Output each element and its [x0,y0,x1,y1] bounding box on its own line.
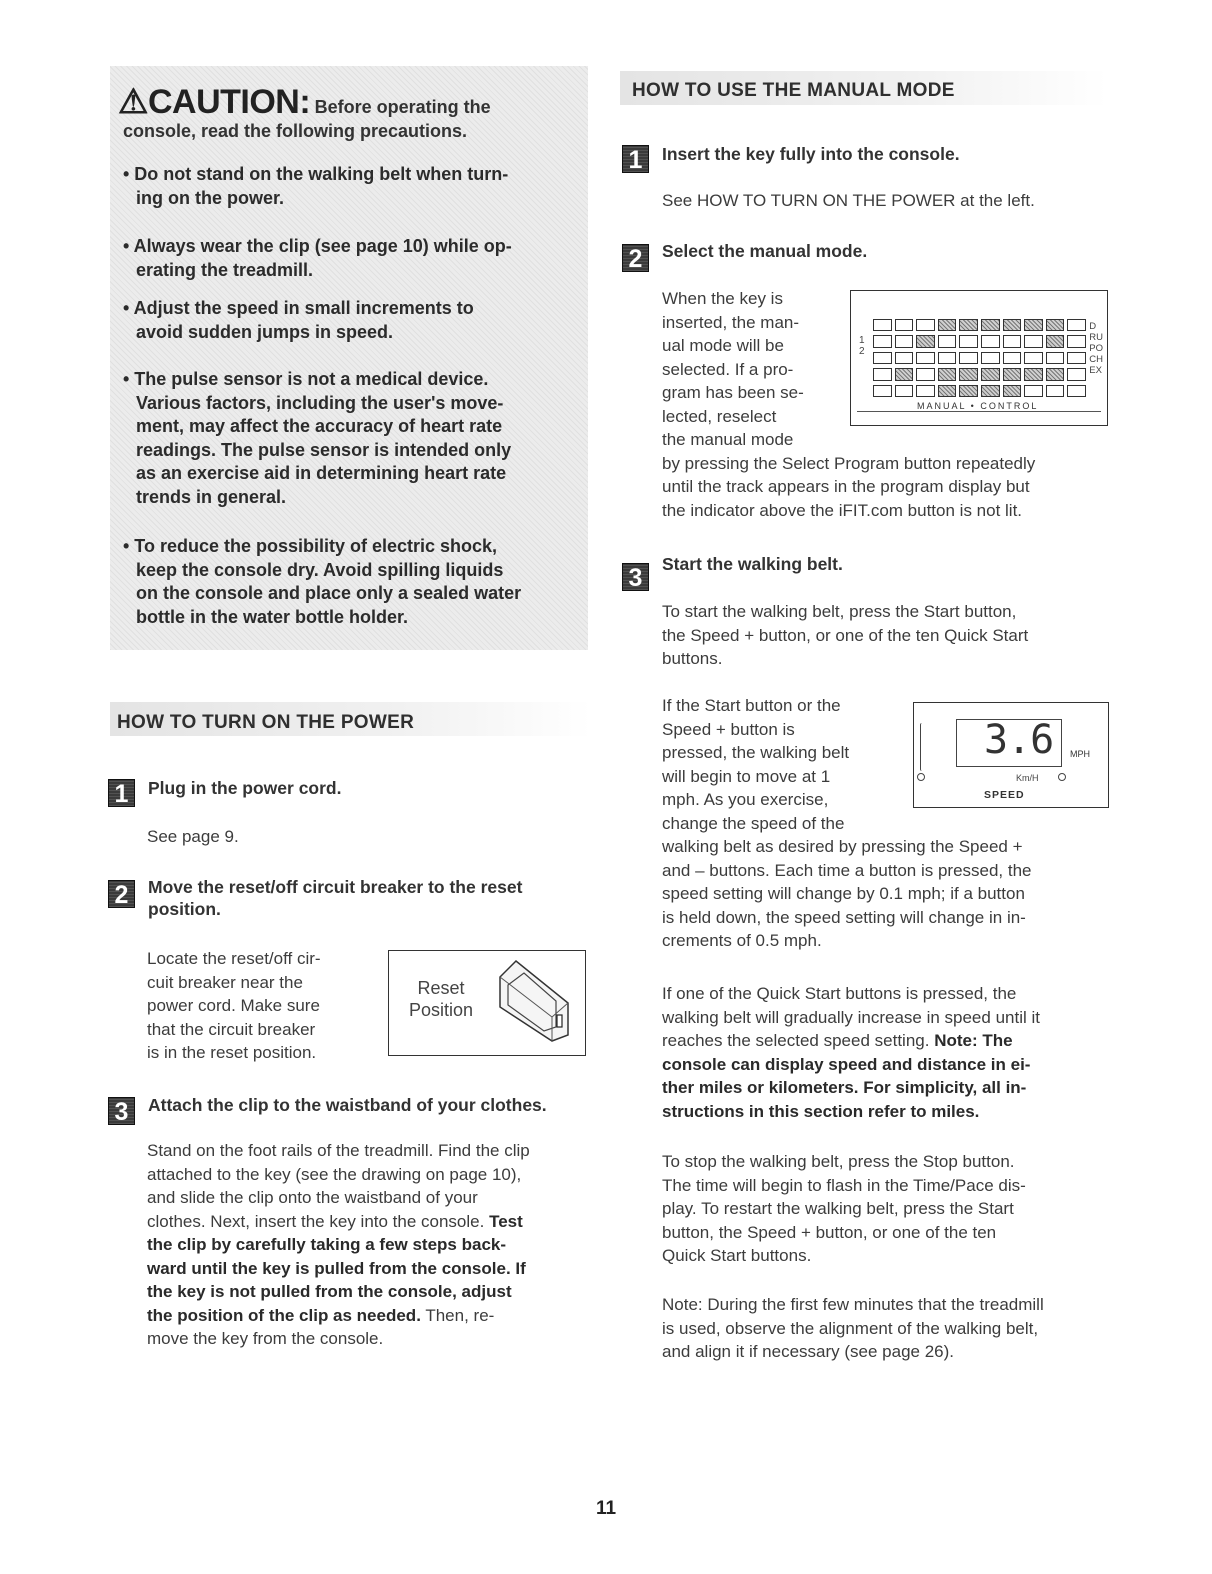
side-label: EX [1089,365,1102,376]
program-grid-cell [981,368,1000,380]
caution-item: • Do not stand on the walking belt when turn- ing on the power. [123,164,509,208]
step-number: 3 [108,1097,135,1125]
caution-item: • Always wear the clip (see page 10) while op- erating the treadmill. [123,236,512,280]
step-body: Locate the reset/off cir- cuit breaker near the power cord. Make sure that the circuit breaker is in the reset position. [147,949,321,1062]
step-body: Stand on the foot rails of the treadmill. Find the clip attached to the key (see the drawing on page 10), and slide the clip onto the waistband of your clothes. Next, insert the key into the console. Test the clip by carefully taking a few steps back- ward until the key is pulled from the console. If the key is not pulled from the console, adjust the position of the clip as needed. Then, re- move the key from the console. [147,1141,530,1348]
display-bezel [857,411,1101,424]
program-grid-cell [895,352,914,364]
side-label: RU [1089,332,1103,343]
indicator-light-left [917,773,925,781]
step-body: Note: During the first few minutes that the treadmill is used, observe the alignment of the walking belt, and align it if necessary (see page 26). [662,1295,1044,1361]
program-grid-cell [959,368,978,380]
program-grid-cell [938,352,957,364]
manual-control-caption: MANUAL • CONTROL [917,401,1039,411]
row-label: 2 [859,346,865,357]
program-grid-cell [981,335,1000,347]
step-title: Attach the clip to the waistband of your clothes. [148,1095,547,1115]
program-grid-cell [1024,319,1043,331]
program-grid-cell [938,319,957,331]
step-body: To stop the walking belt, press the Stop button. The time will begin to flash in the Time/Pace dis- play. To restart the walking belt, press the Start button, the Speed + button, or one of the ten Quick Start buttons. [662,1152,1026,1265]
row-label: 1 [859,335,865,346]
program-grid [873,319,1089,405]
speed-value: 3.6 [984,717,1054,763]
program-grid-cell [1024,368,1043,380]
caution-lead: console, read the following precautions. [123,121,468,141]
warning-icon: ⚠ [118,83,148,121]
page-number: 11 [596,1498,617,1519]
program-grid-cell [916,368,935,380]
circuit-breaker-switch-icon [494,957,574,1047]
program-grid-cell [1003,319,1022,331]
program-grid-cell [1067,352,1086,364]
program-grid-cell [1046,335,1065,347]
program-display-figure [850,290,1108,426]
program-grid-cell [1003,352,1022,364]
caution-title: CAUTION: [147,83,311,121]
caution-heading [118,82,491,122]
program-grid-cell [959,335,978,347]
step-number: 2 [622,244,649,272]
step-body: See HOW TO TURN ON THE POWER at the left. [662,191,1035,210]
program-grid-cell [959,319,978,331]
program-grid-cell [1067,368,1086,380]
step-body: To start the walking belt, press the Start button, the Speed + button, or one of the ten Quick Start buttons. [662,602,1029,668]
program-grid-cell [1067,335,1086,347]
power-heading: HOW TO TURN ON THE POWER [117,712,415,733]
program-grid-cell [873,335,892,347]
program-grid-cell [938,335,957,347]
program-grid-cell [916,319,935,331]
program-grid-cell [1046,319,1065,331]
program-grid-cell [981,319,1000,331]
caution-lead-inline: Before operating the [314,97,491,117]
side-label: D [1089,321,1097,332]
program-grid-cell [895,368,914,380]
program-grid-cell [873,368,892,380]
manual-heading: HOW TO USE THE MANUAL MODE [632,80,955,101]
step-body: See page 9. [147,827,239,846]
program-grid-cell [916,335,935,347]
program-grid-cell [916,385,935,397]
step-number: 1 [622,145,649,173]
program-grid-cell [959,352,978,364]
program-grid-cell [895,319,914,331]
program-grid-cell [1003,385,1022,397]
side-label: PO [1089,343,1103,354]
caution-item: • Adjust the speed in small increments to avoid sudden jumps in speed. [123,298,474,342]
program-grid-cell [1024,335,1043,347]
program-grid-cell [873,352,892,364]
step-title: Start the walking belt. [662,554,843,574]
program-grid-cell [895,385,914,397]
step-body: If one of the Quick Start buttons is pressed, the walking belt will gradually increase in speed until it reaches the selected speed setting. Note: The console can display speed and distance in ei- ther miles or kilometers. For simplicity, all in- structions in this section refer to miles. [662,984,1040,1121]
program-grid-cell [959,385,978,397]
program-grid-cell [938,368,957,380]
indicator-light-right [1058,773,1066,781]
display-edge [920,723,925,771]
program-grid-cell [1067,385,1086,397]
program-grid-cell [873,319,892,331]
step-number: 2 [108,880,135,908]
program-grid-cell [981,385,1000,397]
program-grid-cell [1024,352,1043,364]
program-grid-cell [1067,319,1086,331]
reset-breaker-figure [388,950,586,1056]
program-grid-cell [1046,385,1065,397]
program-grid-cell [1046,352,1065,364]
speed-display-figure [913,702,1109,808]
unit-mph: MPH [1070,749,1090,759]
program-grid-cell [1003,368,1022,380]
program-grid-cell [1046,368,1065,380]
step-body: When the key is inserted, the man- ual mode will be selected. If a pro- gram has been se- lected, reselect the manual mode by pressing the Select Program button repeatedly until the track appears in the program display but the indicator above the iFIT.com button is not lit. [662,289,1036,520]
step-title: Insert the key fully into the console. [662,144,960,164]
program-grid-cell [916,352,935,364]
program-grid-cell [938,385,957,397]
step-number: 1 [108,779,135,807]
side-label: CH [1089,354,1103,365]
caution-item: • To reduce the possibility of electric shock, keep the console dry. Avoid spilling liquids on the console and place only a sealed water bottle in the water bottle holder. [123,536,522,627]
reset-position-label: Reset Position [409,978,474,1020]
step-body: If the Start button or the Speed + button is pressed, the walking belt will begin to move at 1 mph. As you exercise, change the speed of the walking belt as desired by pressing the Speed + and – buttons. Each time a button is pressed, the speed setting will change by 0.1 mph; if a button is held down, the speed setting will change in in- crements of 0.5 mph. [662,696,1032,950]
speed-label: SPEED [984,789,1025,801]
step-title: Move the reset/off circuit breaker to the reset position. [148,877,523,919]
program-grid-cell [1024,385,1043,397]
program-grid-cell [1003,335,1022,347]
step-title: Plug in the power cord. [148,778,342,798]
program-grid-cell [895,335,914,347]
step-title: Select the manual mode. [662,241,868,261]
caution-item: • The pulse sensor is not a medical device. Various factors, including the user's move- ment, may affect the accuracy of heart rate readings. The pulse sensor is intended only as an exercise aid in determining heart rate trends in general. [123,369,512,507]
program-grid-cell [873,385,892,397]
unit-kmh: Km/H [1016,773,1039,783]
step-number: 3 [622,563,649,591]
program-grid-cell [981,352,1000,364]
